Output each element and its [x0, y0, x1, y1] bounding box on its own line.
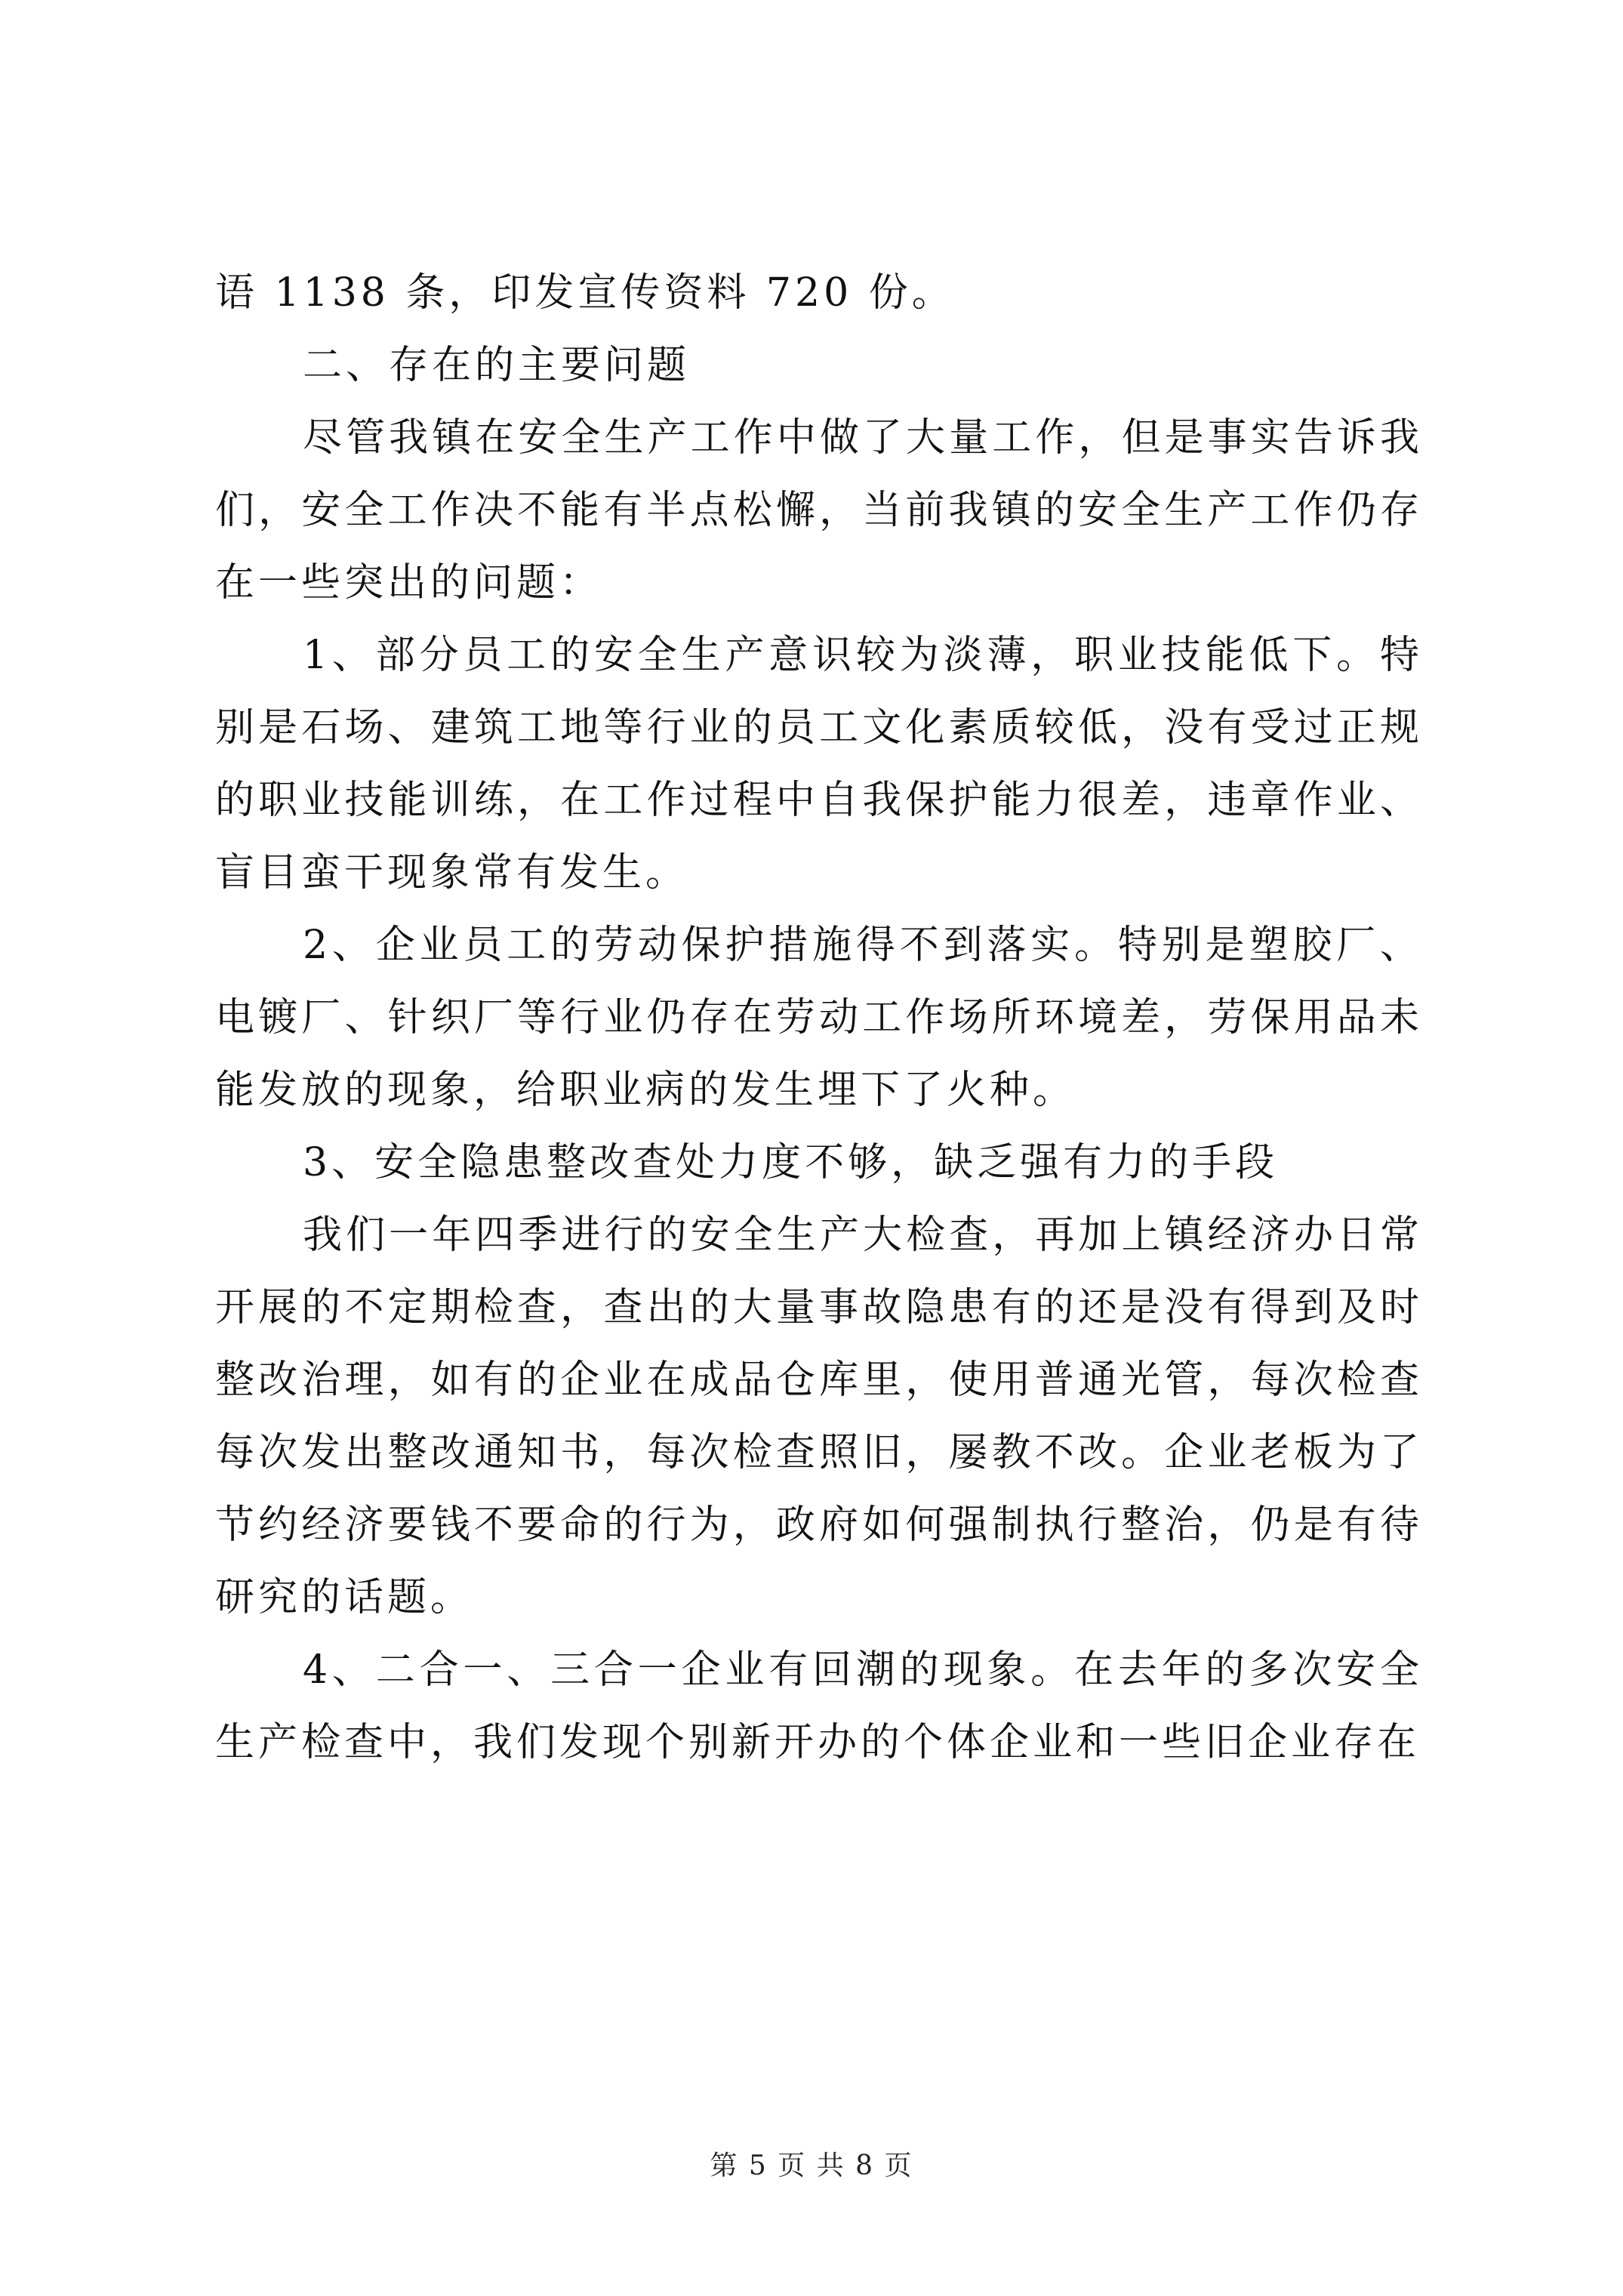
document-body [215, 257, 1423, 1779]
paragraph-problem-2: 2、企业员工的劳动保护措施得不到落实。特别是塑胶厂、电镀厂、针织厂等行业仍存在劳动工作场所环境差，劳保用品未能发放的现象，给职业病的发生埋下了火种。 [215, 923, 1423, 1113]
paragraph-problem-3-detail: 我们一年四季进行的安全生产大检查，再加上镇经济办日常开展的不定期检查，查出的大量事故隐患有的还是没有得到及时整改治理，如有的企业在成品仓库里，使用普通光管，每次检查每次发出整改通知书，每次检查照旧，屡教不改。企业老板为了节约经济要钱不要命的行为，政府如何强制执行整治，仍是有待研究的话题。 [215, 1213, 1423, 1620]
paragraph-problem-4: 4、二合一、三合一企业有回潮的现象。在去年的多次安全生产检查中，我们发现个别新开办的个体企业和一些旧企业存在 [215, 1647, 1423, 1765]
paragraph-problem-1: 1、部分员工的安全生产意识较为淡薄，职业技能低下。特别是石场、建筑工地等行业的员工文化素质较低，没有受过正规的职业技能训练，在工作过程中自我保护能力很差，违章作业、盲目蛮干现象常有发生。 [215, 633, 1423, 895]
paragraph-intro-problems: 尽管我镇在安全生产工作中做了大量工作，但是事实告诉我们，安全工作决不能有半点松懈，当前我镇的安全生产工作仍存在一些突出的问题： [215, 415, 1423, 606]
page-number-footer: 第 5 页 共 8 页 [710, 2150, 913, 2181]
section-heading-problems: 二、存在的主要问题 [303, 343, 691, 388]
paragraph-problem-3: 3、安全隐患整改查处力度不够，缺乏强有力的手段 [303, 1140, 1279, 1185]
paragraph-1: 语 1138 条，印发宣传资料 720 份。 [215, 270, 955, 316]
